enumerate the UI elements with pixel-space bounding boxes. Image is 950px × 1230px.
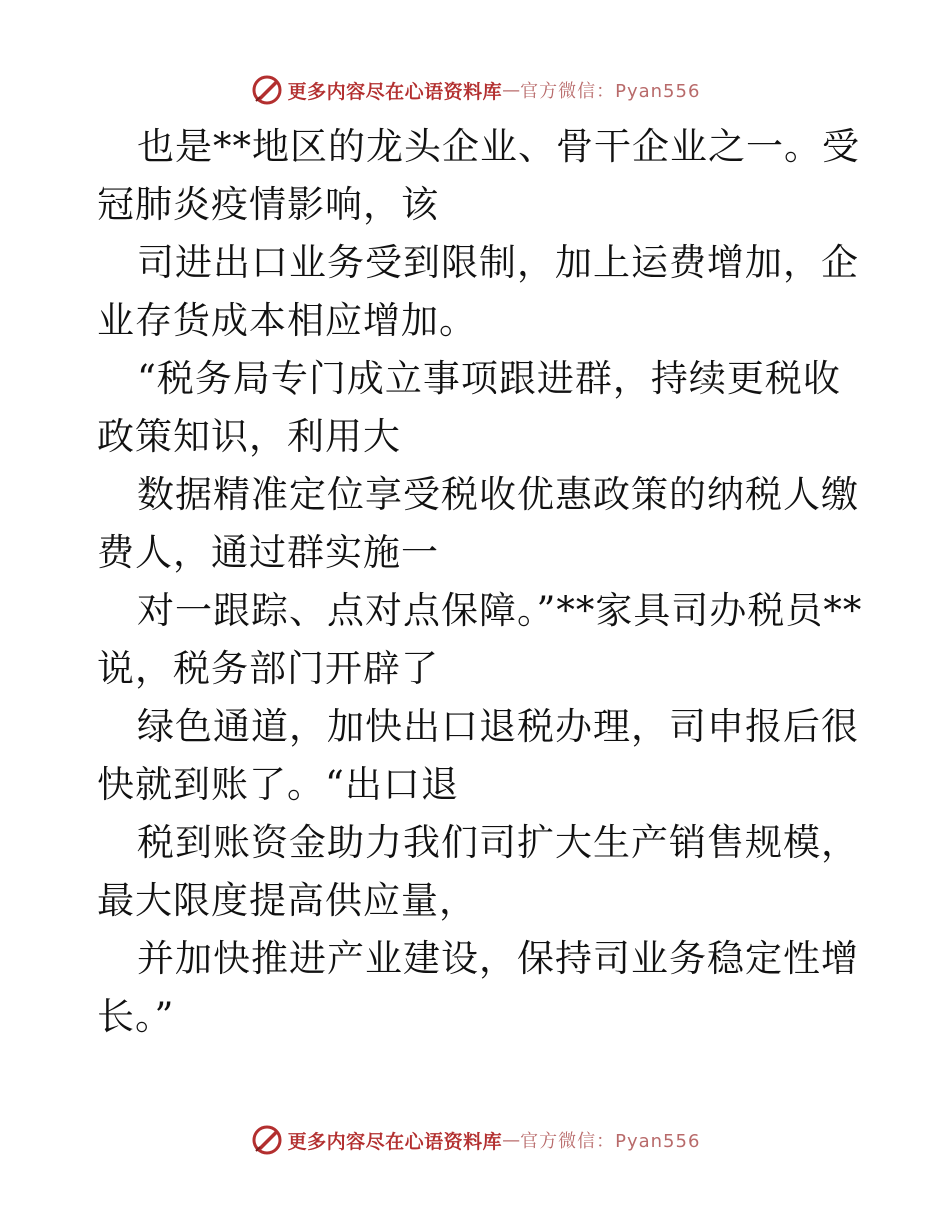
quill-logo-icon [250, 1123, 284, 1157]
paragraph-7: 税到账资金助力我们司扩大生产销售规模，最大限度提高供应量， [97, 821, 859, 922]
footer-dash: — [502, 1129, 521, 1151]
footer-wechat: 官方微信：Pyan556 [520, 1131, 701, 1152]
paragraph-4: 数据精准定位享受税收优惠政策的纳税人缴费人，通过群实施一 [97, 473, 859, 574]
footer-banner [0, 1120, 950, 1160]
paragraph-2: 司进出口业务受到限制，加上运费增加，企业存货成本相应增加。 [97, 241, 859, 342]
paragraph-8: 并加快推进产业建设，保持司业务稳定性增长。” [97, 937, 859, 1038]
quill-logo-icon [250, 73, 284, 107]
paragraph-6: 绿色通道，加快出口退税办理，司申报后很快就到账了。“出口退 [97, 705, 859, 806]
paragraph-3: “税务局专门成立事项跟进群，持续更税收政策知识，利用大 [97, 357, 841, 458]
paragraph-5: 对一跟踪、点对点保障。”**家具司办税员**说，税务部门开辟了 [97, 589, 863, 690]
document-body [0, 118, 950, 1046]
header-wechat: 官方微信：Pyan556 [520, 81, 701, 102]
header-site-name: 更多内容尽在心语资料库 [287, 80, 503, 103]
header-dash: — [502, 79, 521, 101]
paragraph-1: 也是**地区的龙头企业、骨干企业之一。受冠肺炎疫情影响，该 [97, 125, 860, 226]
footer-site-name: 更多内容尽在心语资料库 [287, 1130, 503, 1153]
header-banner [0, 70, 950, 110]
